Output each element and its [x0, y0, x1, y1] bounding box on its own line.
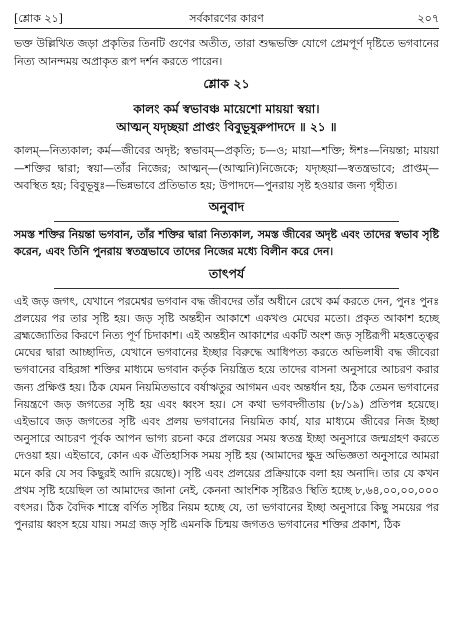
verse-line: আত্মন্ যদৃচ্ছয়া প্রাপ্তং বিবুভূষুরুপাদদে ॥ ২১ ॥	[116, 120, 337, 134]
translation-paragraph: সমস্ত শক্তির নিয়ন্তা ভগবান, তাঁর শক্তির দ্বারা নিত্যকাল, সমস্ত জীবের অদৃষ্ট এবং তাদের স্বভাব সৃষ্টি করেন, এবং তিনি পুনরায় স্বতন্ত্রভাবে তাদের নিজের মধ্যে বিলীন করে দেন।	[14, 227, 439, 258]
purport-title: তাৎপর্য	[208, 265, 245, 281]
intro-paragraph: ভক্ত উল্লিখিত জড়া প্রকৃতির তিনটি গুণের অতীত, তারা শুদ্ধভক্তি যোগে প্রেমপূর্ণ দৃষ্টিতে ভগবানের নিত্য আনন্দময় অপ্রাকৃত রূপ দর্শন করতে পারেন।	[14, 37, 439, 68]
verse-reference: [শ্লোক ২১]	[14, 12, 63, 25]
purport-paragraph: এই জড় জগৎ, যেখানে পরমেশ্বর ভগবান বদ্ধ জীবদের তাঁর অধীনে রেখে কর্ম করতে দেন, পুনঃ পুনঃ প্রলয়ের পর তার সৃষ্টি হয়। জড় সৃষ্টি অন্তহীন আকাশে একখণ্ড মেঘের মতো। প্রকৃত আকাশ হচ্ছে ব্রহ্মজ্যোতির কিরণে নিত্য পূর্ণ চিদাকাশ। এই অন্তহীন আকাশের একটি অংশ জড় সৃষ্টিরূপী মহত্তত্ত্বের মেঘের দ্বারা আচ্ছাদিত, যেখানে ভগবানের ইচ্ছার বিরুদ্ধে আধিপত্য করতে অভিলাষী বদ্ধ জীবেরা ভগবানের বহিরঙ্গা শক্তির মাধ্যমে ভগবান কর্তৃক নিয়ন্ত্রিত হয়ে তাদের বাসনা অনুসারে আচরণ করার জন্য প্রক্ষিপ্ত হয়। ঠিক যেমন নিয়মিতভাবে বর্ষাঋতুর আগমন এবং অন্তর্ধান হয়, ঠিক তেমন ভগবানের নিয়ন্ত্রণে জড় জগতের সৃষ্টি হয় এবং ধ্বংস হয়। সে কথা ভগবদ্গীতায় (৮/১৯) প্রতিপন্ন হয়েছে। এইভাবে জড় জগতের সৃষ্টি এবং প্রলয় ভগবানের নিয়মিত কার্য, যার মাধ্যমে জীবের নিজ ইচ্ছা অনুসারে আচরণ পূর্বক আপন ভাগ্য রচনা করে প্রলয়ের সময় স্বতন্ত্র ইচ্ছা অনুসারে জন্মগ্রহণ করতে দেওয়া হয়। এইভাবে, কোন এক ঐতিহাসিক সময় সৃষ্টি হয় (আমাদের ক্ষুদ্র অভিজ্ঞতা অনুসারে আমরা মনে করি যে সব কিছুরই আদি রয়েছে)। সৃষ্টি এবং প্রলয়ের প্রক্রিয়াকে বলা হয় অনাদি। তার যে কখন প্রথম সৃষ্টি হয়েছিল তা আমাদের জানা নেই, কেননা আংশিক সৃষ্টিরও স্থিতি হচ্ছে ৮,৬৪,০০,০০,০০০ বৎসর। ঠিক বৈদিক শাস্ত্রে বর্ণিত সৃষ্টির নিয়ম হচ্ছে যে, তা ভগবানের ইচ্ছা অনুসারে কিছু সময়ের পর পুনরায় ধ্বংস হয়ে যায়। সমগ্র জড় সৃষ্টি এমনকি চিন্ময় জগতও ভগবানের শক্তির প্রকাশ, ঠিক	[14, 294, 439, 532]
verse-line: কালং কর্ম স্বভাবঞ্চ মায়েশো মায়য়া স্বয়া।	[133, 102, 320, 116]
translation-title: অনুবাদ	[208, 198, 245, 214]
page-header	[14, 8, 439, 28]
synonyms-paragraph: কালম্—নিত্যকাল; কর্ম—জীবের অদৃষ্ট; স্বভাবম্—প্রকৃতি; চ—ও; মায়া—শক্তি; ঈশঃ—নিয়ন্তা; মায়য়া—শক্তির দ্বারা; স্বয়া—তাঁর নিজের; আত্মন্—(আত্মনি)নিজেকে; যদৃচ্ছয়া—স্বতন্ত্রভাবে; প্রাপ্তম্—অবস্থিত হয়; বিবুভূষুঃ—ভিন্নভাবে প্রতিভাত হয়; উপাদদে—পুনরায় সৃষ্ট হওয়ার জন্য গৃহীত।	[14, 144, 439, 192]
chapter-title: সর্বকারণের কারণ	[189, 12, 264, 25]
page-number: ২০৭	[417, 12, 439, 25]
verse-text	[14, 100, 439, 136]
verse-heading: শ্লোক ২১	[203, 76, 250, 91]
purport-title-rule	[54, 288, 399, 289]
translation-title-rule	[54, 221, 399, 222]
